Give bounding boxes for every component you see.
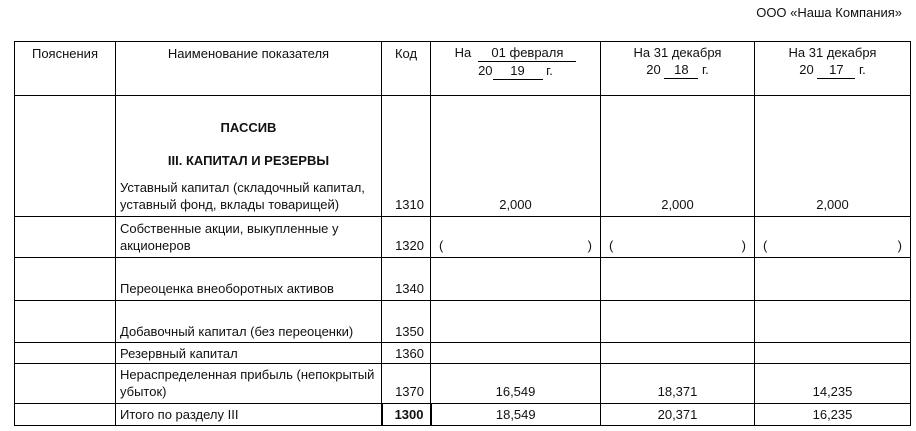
balance-sheet-table: [14, 41, 911, 426]
table-row-total: [15, 404, 911, 426]
col2-year-suffix: г.: [701, 62, 709, 77]
header-code: Код: [382, 42, 431, 96]
row-value-2017: 16,235: [755, 404, 911, 426]
table-row: [15, 217, 911, 258]
bracket-open: (: [439, 238, 444, 253]
table-header-row: [15, 42, 911, 96]
header-indicator: Наименование показателя: [116, 42, 382, 96]
table-row: [15, 343, 911, 364]
row-code: 1370: [382, 364, 431, 404]
col2-year-prefix: 20: [646, 62, 661, 77]
col3-year-prefix: 20: [799, 62, 814, 77]
section-title: ПАССИВ: [220, 120, 277, 135]
row-code: 1300: [382, 404, 431, 426]
col3-prefix: На 31 декабря: [788, 45, 877, 60]
col1-date: 01 февраля: [478, 44, 576, 62]
row-name: Собственные акции, выкупленные у акционеров: [116, 217, 382, 258]
row-value-2019: 2,000: [431, 96, 601, 217]
row-value-2018: 18,371: [601, 364, 755, 404]
row-code: 1350: [382, 301, 431, 343]
col3-year-suffix: г.: [858, 62, 866, 77]
col1-year-suffix: г.: [546, 63, 553, 78]
row-name: Итого по разделу III: [116, 404, 382, 426]
header-col1: [431, 42, 601, 96]
header-col3: [755, 42, 911, 96]
col1-year: 19: [493, 62, 543, 80]
col2-prefix: На 31 декабря: [633, 45, 722, 60]
row-code: 1310: [382, 96, 431, 217]
col2-year: 18: [664, 61, 698, 79]
header-explanations: Пояснения: [15, 42, 116, 96]
row-value-2017: 2,000: [755, 96, 911, 217]
row-name: Нераспределенная прибыль (непокрытый убыток): [116, 364, 382, 404]
row-value-2019: 16,549: [431, 364, 601, 404]
row-name: Переоценка внеоборотных активов: [116, 258, 382, 301]
bracket-close: ): [741, 238, 746, 253]
table-row: [15, 96, 911, 217]
row-name: Уставный капитал (складочный капитал, уставный фонд, вклады товарищей): [120, 180, 365, 212]
row-value-2019: 18,549: [431, 404, 601, 426]
table-row: [15, 364, 911, 404]
row-code: 1340: [382, 258, 431, 301]
bracket-close: ): [587, 238, 592, 253]
col1-prefix: На: [454, 45, 472, 60]
section-subtitle: III. КАПИТАЛ И РЕЗЕРВЫ: [167, 153, 330, 168]
col3-year: 17: [817, 61, 855, 79]
row-name: Резервный капитал: [116, 343, 382, 364]
row-value-2017: 14,235: [755, 364, 911, 404]
row-code: 1320: [382, 217, 431, 258]
bracket-close: ): [897, 238, 902, 253]
table-row: [15, 301, 911, 343]
bracket-open: (: [763, 238, 768, 253]
row-code: 1360: [382, 343, 431, 364]
company-name: ООО «Наша Компания»: [756, 5, 902, 20]
row-name: Добавочный капитал (без переоценки): [116, 301, 382, 343]
col1-year-prefix: 20: [478, 63, 493, 78]
header-col2: [601, 42, 755, 96]
row-value-2018: 2,000: [601, 96, 755, 217]
row-value-2018: 20,371: [601, 404, 755, 426]
table-row: [15, 258, 911, 301]
bracket-open: (: [609, 238, 614, 253]
